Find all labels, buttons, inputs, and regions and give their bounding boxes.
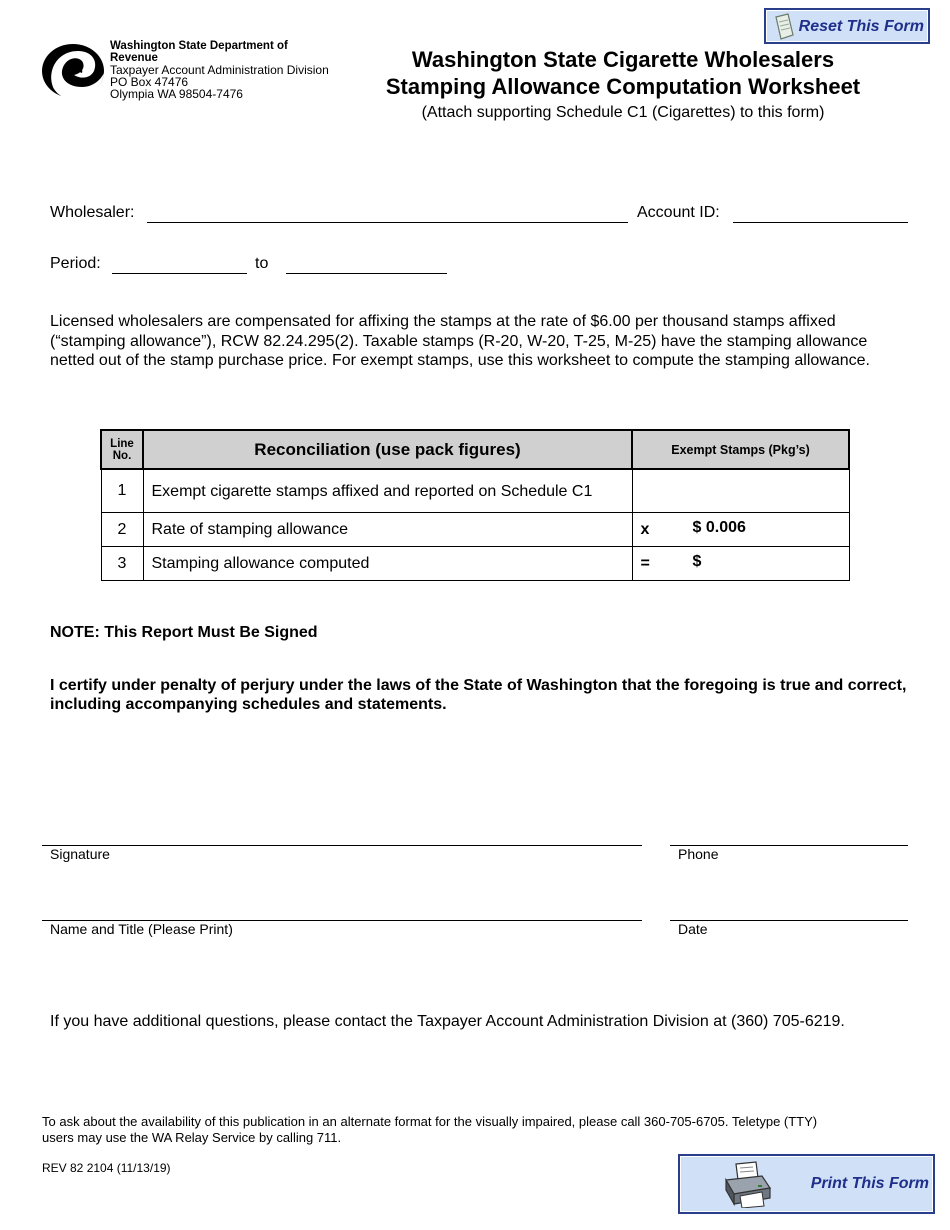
line-value: $	[692, 553, 702, 570]
document-icon	[772, 13, 796, 41]
period-label: Period:	[50, 255, 101, 272]
table-row	[101, 513, 849, 547]
table-row	[101, 547, 849, 581]
signature-note: NOTE: This Report Must Be Signed	[50, 624, 318, 641]
line-description: Stamping allowance computed	[143, 547, 632, 581]
print-form-button[interactable]	[678, 1154, 935, 1214]
reconciliation-table	[100, 429, 850, 581]
rate-value-cell	[632, 513, 849, 547]
print-form-label: Print This Form	[810, 1175, 929, 1192]
phone-label: Phone	[678, 846, 719, 862]
agency-division: Taxpayer Account Administration Division	[110, 63, 329, 77]
line-operator: =	[640, 555, 650, 572]
agency-city: Olympia WA 98504-7476	[110, 87, 243, 101]
wholesaler-input[interactable]	[147, 204, 628, 223]
header-reconciliation: Reconciliation (use pack figures)	[143, 430, 632, 469]
line-value: $ 0.006	[692, 519, 746, 536]
line-description: Rate of stamping allowance	[143, 513, 632, 547]
exempt-stamps-input[interactable]	[632, 469, 849, 513]
intro-paragraph: Licensed wholesalers are compensated for affixing the stamps at the rate of $6.00 per thousand stamps affixed (“stamping allowance”), RCW 82.24.295(2). Taxable stamps (R-20, W-20, T-25, M-25) have the stamping allowance netted out of the stamp purchase price. For exempt stamps, use this worksheet to compute the stamping allowance.	[50, 313, 870, 369]
form-title-block	[360, 46, 886, 122]
table-row	[101, 469, 849, 513]
agency-name: Washington State Department of Revenue	[110, 40, 288, 64]
agency-po-box: PO Box 47476	[110, 75, 189, 89]
date-label: Date	[678, 921, 708, 937]
reset-form-label: Reset This Form	[798, 18, 924, 35]
line-operator: x	[640, 521, 650, 538]
reset-form-button[interactable]	[764, 8, 930, 44]
allowance-computed-cell[interactable]	[632, 547, 849, 581]
alternate-format-notice: To ask about the availability of this publication in an alternate format for the visually impaired, please call 360-705-6705. Teletype (TTY) users may use the WA Relay Service by calling 711.	[42, 1114, 818, 1145]
printer-icon	[722, 1160, 772, 1208]
form-title-line2: Stamping Allowance Computation Worksheet	[385, 74, 861, 99]
dor-logo-icon	[42, 43, 106, 101]
period-from-input[interactable]	[112, 255, 247, 274]
wholesaler-label: Wholesaler:	[50, 204, 135, 221]
contact-info: If you have additional questions, please contact the Taxpayer Account Administration Division at (360) 705-6219.	[50, 1013, 845, 1030]
signature-input[interactable]	[42, 845, 642, 846]
period-to-input[interactable]	[286, 255, 447, 274]
signature-label: Signature	[50, 846, 110, 862]
line-number: 1	[101, 469, 143, 513]
period-to-label: to	[255, 255, 269, 272]
line-number: 3	[101, 547, 143, 581]
form-subtitle: (Attach supporting Schedule C1 (Cigarettes) to this form)	[421, 104, 825, 121]
account-id-label: Account ID:	[637, 204, 720, 221]
form-title-line1: Washington State Cigarette Wholesalers	[411, 47, 835, 72]
agency-address	[110, 40, 329, 100]
certification-statement: I certify under penalty of perjury under the laws of the State of Washington that the foregoing is true and correct, including accompanying schedules and statements.	[50, 677, 907, 713]
header-line-no: Line No.	[101, 430, 143, 469]
form-number: REV 82 2104 (11/13/19)	[42, 1161, 171, 1175]
line-description: Exempt cigarette stamps affixed and reported on Schedule C1	[143, 469, 632, 513]
account-id-input[interactable]	[733, 204, 908, 223]
name-title-label: Name and Title (Please Print)	[50, 921, 233, 937]
header-exempt-stamps: Exempt Stamps (Pkg’s)	[632, 430, 849, 469]
line-number: 2	[101, 513, 143, 547]
